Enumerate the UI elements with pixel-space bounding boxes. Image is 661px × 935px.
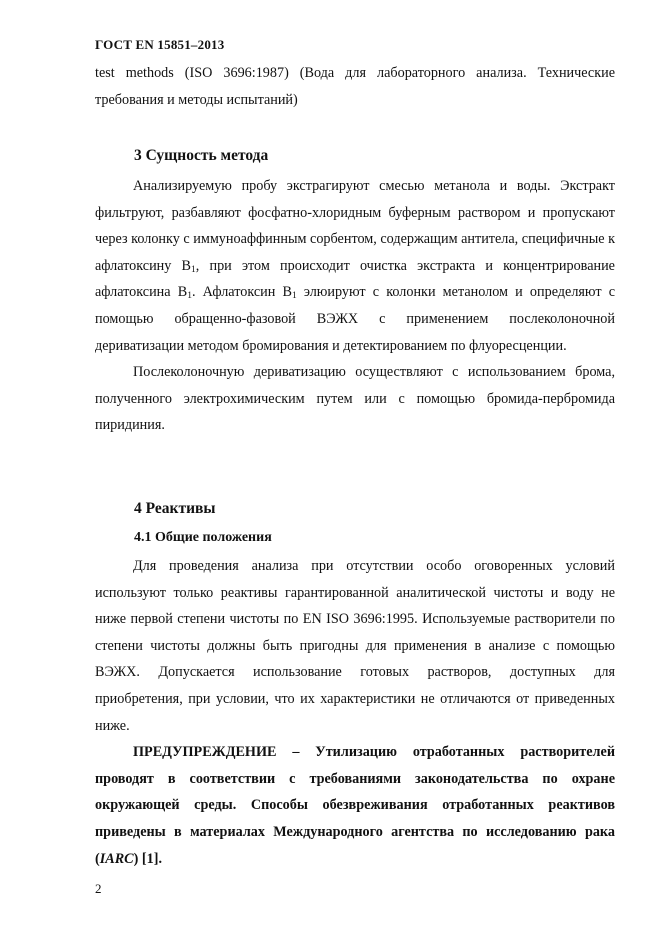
section-4-title: 4 Реактивы [134, 500, 216, 517]
section-3-body [95, 173, 615, 439]
warning-text: ПРЕДУПРЕЖДЕНИЕ – Утилизацию отработанных растворителей проводят в соответствии с требованиями законодательства по охране окружающей среды. Способы обезвреживания отработанных реактивов приведены в материалах Международного агентства по исследованию рака ( [95, 744, 615, 867]
subsection-4-1-title: 4.1 Общие положения [134, 530, 272, 545]
para-text: элюируют с колонки метанолом и определяют с помощью обращенно-фазовой ВЭЖХ с применением послеколоночной дериватизации методом бромирования и детектированием по флуоресценции. [95, 284, 615, 354]
section-3-title: 3 Сущность метода [134, 147, 269, 164]
section-4-paragraph-1: Для проведения анализа при отсутствии особо оговоренных условий используют только реактивы гарантированной аналитической чистоты и воду не ниже первой степени чистоты по EN ISO 3696:1995. Используемые растворители по степени чистоты должны быть пригодны для применения в анализе с помощью ВЭЖХ. Допускается использование готовых растворов, доступных для приобретения, при условии, что их характеристики не отличаются от приведенных ниже. [95, 558, 615, 734]
para-text: , при этом происходит очистка экстракта и концентрирование афлатоксина B [95, 257, 615, 301]
subscript: 1 [291, 291, 297, 302]
warning-paragraph [95, 739, 615, 872]
warning-reference: ) [1]. [133, 850, 163, 867]
section-3-paragraph-1 [95, 173, 615, 359]
section-3-paragraph-2: Послеколоночную дериватизацию осуществляют с использованием брома, полученного электрохимическим путем или с помощью бромида-пербромида пиридиния. [95, 364, 615, 434]
iarc-abbreviation: IARC [99, 850, 134, 867]
page-number: 2 [95, 881, 102, 896]
intro-continuation [95, 60, 615, 113]
standard-header: ГОСТ EN 15851–2013 [95, 37, 225, 52]
subscript: 1 [191, 264, 196, 275]
subscript: 1 [187, 291, 192, 302]
section-4-body [95, 553, 615, 872]
intro-text: test methods (ISO 3696:1987) (Вода для лабораторного анализа. Технические требования и методы испытаний) [95, 65, 615, 108]
para-text: Анализируемую пробу экстрагируют смесью метанола и воды. Экстракт фильтруют, разбавляют фосфатно-хлоридным буферным раствором и пропускают через колонку с иммуноаффинным сорбентом, содержащим антитела, специфичные к афлатоксину B [95, 178, 615, 274]
para-text: . Афлатоксин B [191, 284, 292, 301]
